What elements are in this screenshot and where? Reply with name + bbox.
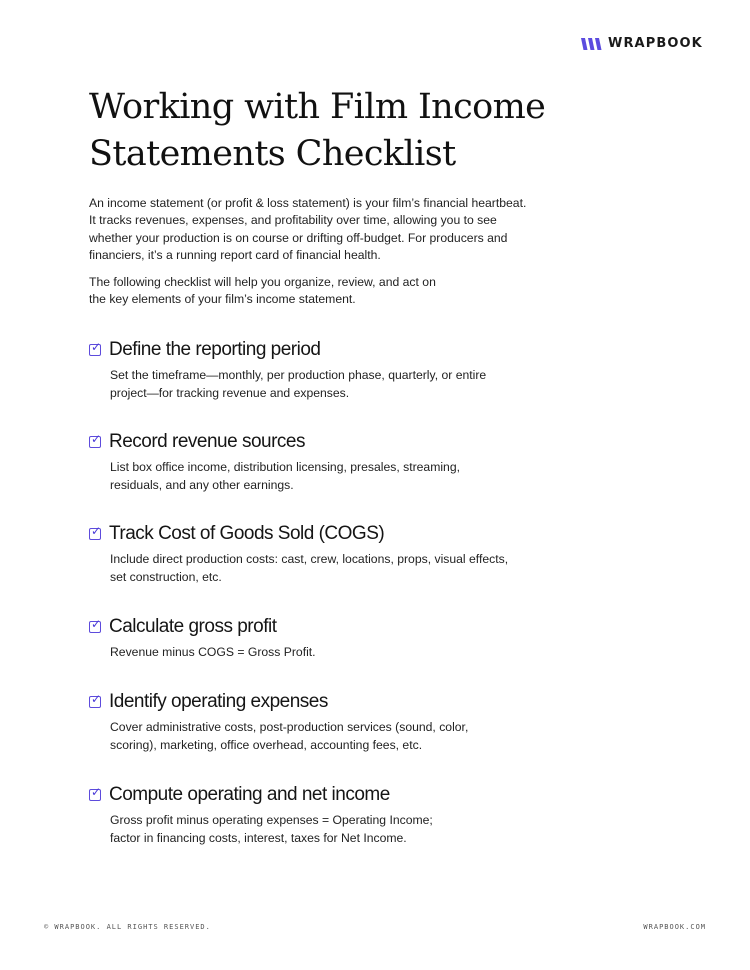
brand-name: WRAPBOOK (608, 36, 703, 51)
footer-copyright: © WRAPBOOK. ALL RIGHTS RESERVED. (44, 923, 211, 931)
checklist-item-title: Identify operating expenses (109, 691, 328, 712)
page-title: Working with Film Income Statements Checklist (89, 87, 546, 174)
checklist-item-title: Compute operating and net income (109, 784, 390, 805)
checklist-item (89, 430, 709, 494)
checklist-item-title: Record revenue sources (109, 431, 305, 452)
checklist-item (89, 783, 709, 847)
checklist-item-title: Calculate gross profit (109, 616, 277, 637)
checklist-item (89, 522, 709, 586)
checklist-item-description: Gross profit minus operating expenses = Operating Income; factor in financing costs, interest, taxes for Net Income. (110, 813, 433, 845)
wrapbook-logo-icon (581, 37, 603, 51)
checkbox-checked-icon: ✓ (91, 785, 102, 799)
checklist-item-description: List box office income, distribution licensing, presales, streaming, residuals, and any other earnings. (110, 460, 460, 492)
checkbox-checked-icon: ✓ (91, 524, 102, 538)
footer-website: WRAPBOOK.COM (643, 923, 706, 931)
checklist-item-title: Define the reporting period (109, 339, 321, 360)
intro-paragraph: An income statement (or profit & loss statement) is your film’s financial heartbeat. It tracks revenues, expenses, and profitability over time, allowing you to see whether your production is on course or drifting off-budget. For producers and financiers, it’s a running report card of financial health. (89, 196, 527, 262)
checklist-item-description: Set the timeframe—monthly, per production phase, quarterly, or entire project—for tracking revenue and expenses. (110, 368, 487, 400)
checkbox-checked-icon: ✓ (91, 432, 102, 446)
checkbox-checked-icon: ✓ (91, 692, 102, 706)
checklist-item-description: Cover administrative costs, post-production services (sound, color, scoring), marketing, office overhead, accounting fees, etc. (110, 720, 469, 752)
checklist-item-description: Revenue minus COGS = Gross Profit. (110, 645, 316, 659)
checklist-item-title: Track Cost of Goods Sold (COGS) (109, 523, 385, 544)
checklist-item (89, 615, 709, 661)
intro-paragraph: The following checklist will help you organize, review, and act on the key elements of your film’s income statement. (89, 275, 436, 307)
brand-logo (581, 36, 703, 51)
checkbox-checked-icon: ✓ (91, 340, 102, 354)
checklist-item-description: Include direct production costs: cast, crew, locations, props, visual effects, set construction, etc. (110, 552, 509, 584)
checklist-item (89, 690, 709, 754)
checkbox-checked-icon: ✓ (91, 617, 102, 631)
checklist-item (89, 338, 709, 402)
